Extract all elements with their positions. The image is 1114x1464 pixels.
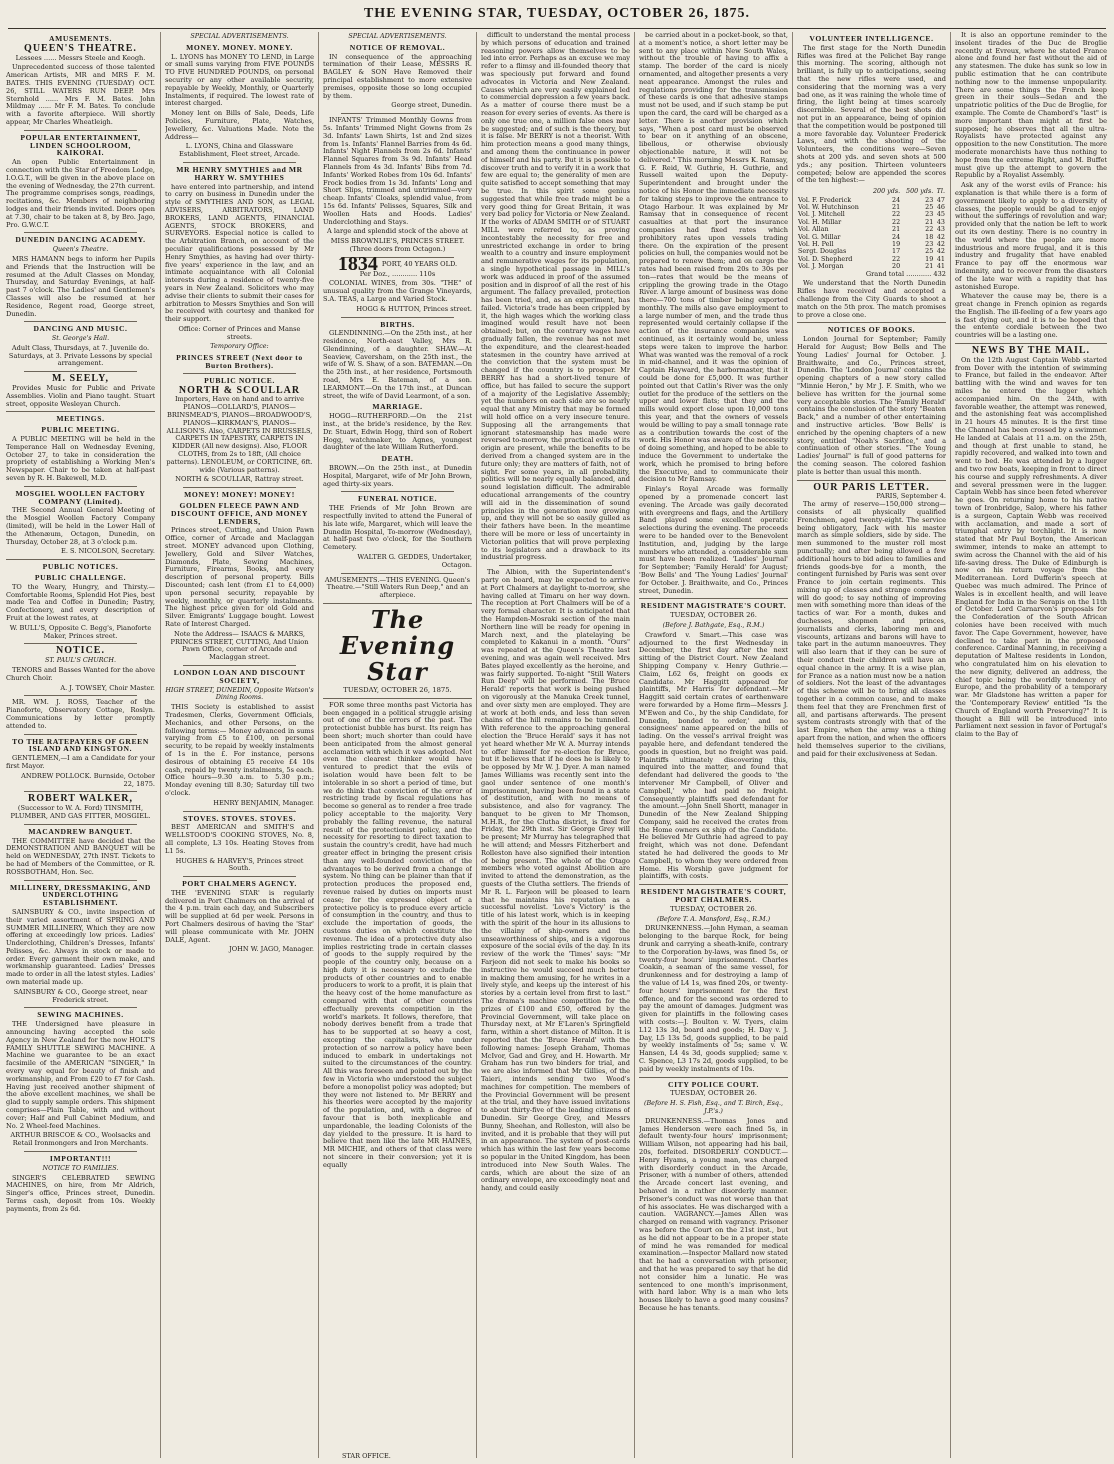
court-report: DRUNKENNESS.—John Hyman, a seaman belonging to the barque Rock, for being drunk and carrying a sheath-knife, contrary to the Corporation by-laws, was fined 5s, or twenty-four hours' imprisonment. Charles Coakin, a seaman of the same vessel, for drunkenness and for destroying a lamp of the value of L4 1s, was fined 20s, or twenty-four hours' imprisonment for the first offence, and for the second was ordered to pay the amount of damages. Judgment was given for plaintiffs in the following cases with costs:—J. Boulton v. W. Tyers, claim L12 13s 3d, board and goods; H. Day v. J. Day, L5 13s 5d, goods supplied, to be paid by weekly instalments of 5s; same v. W. Hansen, L4 4s 3d, goods supplied; same v. C. Spence, L3 17s 2d, goods supplied, to be paid by weekly instalments of 10s.: [639, 924, 788, 1073]
paris-text: Ask any of the worst evils of France: his explanation is that while there is a form of government likely to apply to a diversity of classes, the people would be glad to enjoy without the sufferings of revolution and war; provided only that the nation be left to work out its own destiny. There is no country in the world where the people are more industrious and more frugal, and it is this industry and frugality that have enabled France to pay off the enormous war indemnity, and to recover from the disasters of the late war with a rapidity that has astonished Europe.: [955, 181, 1107, 291]
divider: [183, 811, 296, 812]
court-bench: (Before H. S. Fish, Esq., and T. Birch, Esq., J.P.'s.): [643, 1099, 784, 1115]
score-name: Vol. H. Millar: [798, 217, 842, 226]
ad-text: COLONIAL WINES, from 30s. "THE" of unusual quality from the Grange Vineyards, S.A. TEAS, a Large and Varied Stock.: [323, 279, 472, 303]
ad-heading: STOVES. STOVES. STOVES.: [183, 813, 296, 823]
books-text: London Journal for September; Family Herald for August; Bow Bells and The Young Ladies' Journal for October. J. Braithwaite, and Co., Princes street, Dunedin. The 'London Journal' contains the opening chapters of a new story called "Minnie Heron," by Mr J. F. Smith, who we believe has written for the journal some very acceptable stories. The 'Family Herald' contains the conclusion of the story "Beaten Back," and a number of other entertaining and instructive articles. 'Bow Bells' is enriched by the opening chapters of a new story, entitled "Noah's Sacrifice," and a continuation of other stories. "The Young Ladies' Journal" is full of good patterns for the coming season. The colored fashion plate is better than usual this month.: [797, 335, 946, 476]
column-1: [6, 32, 155, 1458]
notice-text: GLENDINNING.—On the 25th inst., at her residence, North-east Valley, Mrs R. Glendinning, of a daughter. SHAW.—At Seaview, Caversham, on the 25th inst., the wife of W. S. Shaw, of a son. BATEMAN.—On the 25th inst., at her residence, Portsmouth road, Mrs E. Bateman, of a son. LEARMONT.—On the 17th inst., at Duncan street, the wife of David Learmont, of a son.: [323, 329, 472, 400]
court-heading: RESIDENT MAGISTRATE'S COURT, PORT CHALMERS.: [640, 887, 787, 905]
ad-text: Money lent on Bills of Sale, Deeds, Life Policies, Furniture, Plate, Watches, Jewellery, &c. Valuations Made. Note the Address—: [165, 109, 314, 141]
ad-text: Princes street, Cutting, and Union Pawn Office, corner of Arcade and Maclaggan street. MONEY advanced upon Clothing, Jewellery, Gold and Silver Watches, Diamonds, Plate, Sewing Machines, Furniture, Firearms, Books, and every description of personal property. Bills Discounted; cash lent (from £1 to £4,000) upon personal security, repayable by weekly, monthly, or quarterly instalments. The highest price given for old Gold and Silver. Emigrants' Luggage bought. Lowest Rate of Interest Charged.: [165, 526, 314, 628]
leader-dateline: TUESDAY, OCTOBER 26, 1875.: [343, 686, 452, 694]
leader-text: FOR some three months past Victoria has been engaged in a political struggle arising out of one of the errors of the past. The protectionist bubble has burst. Its reign has been short; much shorter than could have been anticipated from the almost general acclamation with which it was adopted. Not even the clearest thinker would have ventured to predict that the evils of isolation would have been felt to be intolerable in so short a period of time, but we do think that conviction of the error of restricting trade by fiscal regulations has become so general as to render a free trade policy acceptable to the majority. Very probably the falling revenue, the natural result of the protectionist policy, and the necessity for resorting to direct taxation to sustain the country's credit, have had much greater effect in bringing the present crisis than any well-founded conviction of the advantages to be derived from a change of system. No thing can be plainer than that if protection produces the proposed end, revenue raised by duties on imports must cease; for the expressed object of a protective policy is to produce every article of consumption in the country, and thus to exclude the importation of goods, the customs duties on which constitute the revenue. The idea of a protective duty also implies restricting trade in certain classes of goods to the supply required by the people of the country only, because on a high duty it is necessary to exclude the products of other countries and to enable producers to work to a profit, it is plain that the heavy cost of the home manufacture as compared with that of other countries effectually prevents competition in the world's markets. It follows, therefore, that nobody derives benefit from a trade that has to be supported at so heavy a cost, excepting the capitalists, who under protection of so narrow a policy have been induced to embark in undertakings not suited to the circumstances of the country. All this was foreseen and pointed out by the few in Victoria who understood the subject before a monopolist policy was adopted; but they were not listened to. Mr BERRY and his theories were accepted by the majority of the population, and, with a degree of favour that is both inexplicable and unpardonable, the leading Colonists of the day yielded to the pressure. It is hard to believe that men like the late MR HAINES, MR MICHIE, and others of that class were not sincere in their conversion; yet it is equally: [323, 700, 472, 1169]
amusements-listing: AMUSEMENTS.—THIS EVENING. Queen's Theatre.—"Still Waters Run Deep," and an afterpiece.: [324, 575, 471, 600]
court-date: TUESDAY, OCTOBER 26.: [670, 611, 757, 620]
ad-heading: IMPORTANT!!!: [49, 1154, 112, 1164]
court-date: TUESDAY, OCTOBER 26.: [670, 1089, 757, 1098]
score-200: 22: [892, 210, 901, 219]
section-head: AMUSEMENTS.: [49, 34, 112, 43]
court-report: Crawford v. Smart.—This case was adjourned to the first Wednesday in December, the first day after the next sitting of the District Court. New Zealand Shipping Company v. Henry Guthrie.—Claim, L62 6s, freight on goods ex Candidate. Mr Haggitt appeared for plaintiffs, Mr Harris for defendant.—Mr Haggitt said certain crates of earthenware were forwarded by a Home firm—Messrs J. M'Ewen and Co., by the ship Candidate, for Dunedin, bonded to order,' and no consignees' name appeared on the bills of lading. On the vessel's arrival freight was payable here, and defendant tendered the goods in question, but no freight was paid. Plaintiffs ultimately discovering this, inquired into the matter, and found that defendant had delivered the goods to 'the intervener Mr Campbell, of Oliver and Campbell,' who had paid no freight. Consequently plaintiffs sued defendant for the amount.—John Snell Shortt, manager in Dunedin of the New Zealand Shipping Company, said he received the crates from the Home owners ex ship of the Candidate. He believed Mr Guthrie had agreed to pay freight, which was not done. Defendant stated he had delivered the goods to Mr Campbell, to whom they were ordered from Home. His Worship gave judgment for plaintiffs, with costs.: [639, 630, 788, 881]
column-rule: [634, 32, 635, 1458]
divider: [24, 130, 137, 131]
score-name: Sergt. Douglas: [798, 247, 847, 256]
score-total: 43: [936, 225, 945, 234]
ad-text: THE COMMITTEE have decided that the DEMONSTRATION AND BANQUET will be held on WEDNESDAY, 27th INST. Tickets to be had of Members of the Committee, or R. ROSSBOTHAM, Hon. Sec.: [6, 836, 155, 876]
ad-text: A PUBLIC MEETING will be held in the Temperance Hall on Wednesday Evening, October 27, to take in consideration the propriety of establishing a Working Men's Newspaper. Chair to be taken at half-past seven by R. H. Bakewell, M.D.: [6, 435, 155, 483]
section-head: DEATH.: [381, 454, 414, 464]
scores-header: Tl.: [936, 187, 945, 196]
ad-text: GENTLEMEN,—I am a Candidate for your first Mayor.: [6, 754, 155, 770]
volunteer-text: The first stage for the North Dunedin Rifles was fired at the Pelichet Bay range this morning. The scoring, although not brilliant, is fully up to anticipations, seeing that the new rifles were used, and considering that the morning was a very bad one, as it was raining the whole time of firing, the light being at times scarcely discernible. Several of the best shots did not put in an appearance, being of opinion that the competition would be postponed till a more favorable day. Volunteer Frederick Laws, and with the shooting of the Volunteers, the conditions were—Seven shots at 200 yds. and seven shots at 500 yds.; any position. Thirteen volunteers competed; below are appended the scores of the ten highest:—: [797, 43, 946, 185]
divider: [183, 665, 296, 666]
divider: [24, 1151, 137, 1152]
ad-signature: ANDREW POLLOCK. Burnside, October 22, 1875.: [21, 771, 155, 788]
score-total: 47: [936, 195, 945, 204]
score-500: 23: [925, 210, 934, 219]
ad-text: MRS HAMANN begs to inform her Pupils and Friends that the Instruction will be resumed at the Adult Classes on Monday, Thursday, and Saturday Evenings, at half-past 7 o'clock. The Ladies' and Gentlemen's Classes will also be resumed at her Residence, Regent road, George street, Dunedin.: [6, 254, 155, 318]
divider: [639, 598, 788, 599]
paris-text: The army of reserve—150,000 strong—consists of all physically qualified Frenchmen, aged twenty-eight. The service being obligatory, Jack with his master march as simple soldiers, side by side. The men summoned to the muster roll most punctually; and after being allowed a few additional hours to bid adieu to families and friends goods-bye for a month, the contingent furnished by Paris was sent over France to join certain regiments. This mixing up of classes and strange comrades will do good; to say nothing of improving men with something more than ideas of the tactics of war. For a month, dukes and duchesses, shopmen and princes, journalists and clerks, laboring men and viscounts, artizans and barons will have to take part in the autumn manoeuvres. They will also learn that if they can be sure of their conduct their children will have an equal chance in the army. It is a wise plan, for France as a nation must now be a nation of soldiers. Not the least of the advantages of this scheme will be to bring all classes together in a common cause, and to make them feel that they are Frenchmen first of all, and partisans afterwards. The present system contrasts strongly with that of the last Empire, when the army was a thing apart from the nation, and when the officers held themselves superior to the civilians, and paid for their exclusiveness at Sedan.: [797, 500, 946, 758]
vintage-year: 1834: [337, 252, 378, 275]
grand-total: Grand total ............ 432: [865, 269, 946, 278]
ad-text: (Successor to W. A. Ford) TINSMITH, PLUMBER, AND GAS FITTER, MOSGIEL.: [10, 804, 151, 820]
notice-text: HOGG—RUTHERFORD.—On the 21st inst., at the bride's residence, by the Rev. Dr. Stuart, Edwin Hogg, third son of Robert Hogg, watchmaker, to Agnes, youngest daughter of the late William Rutherford.: [323, 412, 472, 452]
ad-heading: DUNEDIN DANCING ACADEMY.: [15, 235, 146, 245]
ad-heading: TO THE RATEPAYERS OF GREEN ISLAND AND KINGSTON.: [12, 736, 149, 754]
score-500: 22: [925, 225, 934, 234]
news-paragraphs: be carried about in a pocket-book, so that, at a moment's notice, a short letter may be sent to any place within New South Wales, without the trouble of having to affix a stamp. The border of the card is nicely ornamented, and altogether presents a very neat appearance. Amongst the rules and regulations providing for the transmission of these cards is one that adhesive stamps must not be used, and if such stamp be put upon the card, the card will be charged as a letter. There is another provision which says, "When a post card must be observed to bear on it anything of an obscene, libellous, or otherwise obviously objectionable nature, it will not be delivered." This morning Messrs K. Ramsay, G. F. Reid, W. Guthrie, H. Guthrie, and Russell waited upon the Deputy-Superintendent and brought under the notice of his Honor the immediate necessity for taking steps to improve the entrance to Otago Harbour. It was explained by Mr Ramsay that in consequence of recent casualties at that port the insurance companies had fixed rates which prohibitory rates upon vessels trading there. On the expiration of the present policies on hull, the companies would not be prepared to renew them; and on cargo the rates had been raised from 20s to 30s per ton—rates that would be the means of crippling the growing trade in the Otago River. A large amount of business was done there—700 tons of timber being exported monthly. The mills also gave employment to a large number of men, and the trade thus represented would certainly collapse if the action of the insurance companies was continued, as it certainly would be, unless steps were taken to improve the harbor. What was wanted was the removal of a rock in mid-channel, and it was the opinion of Captain Hayward, the harbormaster, that it could be done for £5,000. It was further pointed out that Catlin's River was the only outlet for the produce of the settlers on the upper and lower flats; that they and the mills would export close upon 10,000 tons this year, and that the owners of vessels would be willing to pay a small tonnage rate as a contribution towards the cost of the work. His Honor was aware of the necessity of doing something, and hoped to be able to induce the Government to undertake the work, which he promised to bring before the Executive, and to communicate their decision to Mr Ramsay.: [639, 32, 788, 484]
news-paragraphs: Finlay's Royal Arcade was formally opened by a promenade concert last evening. The Arcade was gaily decorated with evergreens and flags, and the Artillery Band played some excellent operatic selections during the evening. The proceeds were to be handed over to the Benevolent Institution, and, judging by the large numbers who attended, a considerable sum must have been realized. 'Ladies' Journal' for September; 'Family Herald' for August; 'Bow Bells' and 'The Young Ladies' Journal' for October. J. Braithwaite, and Co., Princes street, Dunedin.: [639, 485, 788, 595]
divider: [24, 486, 137, 487]
divider: [183, 487, 296, 488]
section-banner: SPECIAL ADVERTISEMENTS.: [190, 32, 289, 40]
court-bench: (Before T. A. Mansford, Esq., R.M.): [656, 914, 771, 923]
score-200: 21: [892, 225, 901, 234]
divider: [24, 232, 137, 233]
ad-subheading: St. George's Hall.: [51, 334, 110, 343]
section-head: NEWS BY THE MAIL.: [971, 345, 1091, 357]
divider: [797, 322, 946, 323]
ad-text: Adult Class, Thursdays, at 7. Juvenile do. Saturdays, at 3. Private Lessons by special arrangement.: [8, 343, 153, 368]
column-7: [955, 32, 1107, 1458]
paris-text: Whatever the cause may be, there is a great change in French opinion as regards the English. The ill-feeling of a few years ago is fast dying out, and it is to be hoped that the entente cordiale between the two countries will be a lasting one.: [955, 292, 1107, 340]
divider: [24, 371, 137, 372]
divider: [341, 573, 454, 574]
scores-header: 200 yds.: [872, 187, 901, 196]
divider: [24, 1007, 137, 1008]
score-500: 19: [925, 254, 934, 263]
ad-text: THE 'EVENING STAR' is regularly delivered in Port Chalmers on the arrival of the 4 p.m. train each day, and Subscribers will be supplied at 6d per week. Persons in Port Chalmers desirous of having the 'Star' will please communicate with Mr. JOHN DALE, Agent.: [165, 888, 314, 944]
ad-signature: Note the Address— ISAACS & MARKS, PRINCES STREET, CUTTING, And Union Pawn Office, corner of Arcade and Maclaggan street.: [170, 629, 309, 662]
score-200: 22: [892, 254, 901, 263]
score-name: Vol. J. Mitchell: [798, 210, 845, 219]
score-500: 23: [925, 239, 934, 248]
ad-heading: LONDON LOAN AND DISCOUNT SOCIETY,: [173, 667, 306, 685]
ad-text: Importers, Have on hand and to arrive PIANOS—COLLARD'S, PIANOS—BRINSMEAD'S, PIANOS—BROADWOOD'S, PIANOS—KIRKMAN'S, PIANOS—ALLISON'S. Also, CARPETS IN BRUSSELS, CARPETS IN TAPESTRY, CARPETS IN KIDDER (All new designs). Also, FLOOR CLOTHS, from 2s to 18ft, (All choice patterns). LENOLEUM, or CORTICINE, 6ft. wide (Various patterns).: [166, 395, 313, 474]
court-heading: RESIDENT MAGISTRATE'S COURT.: [640, 601, 787, 611]
court-date: TUESDAY, OCTOBER 26.: [670, 904, 757, 913]
ad-text: TENORS and Basses Wanted for the above Church Choir.: [6, 665, 155, 682]
ad-text: Lessees ...... Messrs Steele and Keogh.: [15, 53, 146, 62]
ad-heading: NOTICE OF REMOVAL.: [349, 42, 446, 52]
column-4: [481, 32, 630, 1458]
ad-heading: PUBLIC MEETING.: [41, 425, 120, 435]
ad-signature: E. S. NICOLSON, Secretary.: [61, 547, 155, 556]
ad-signature: ARTHUR BRISCOE & CO., Woolsacks and Retail Ironmongers and Iron Merchants.: [10, 1131, 151, 1148]
score-total: 43: [936, 217, 945, 226]
ad-signature: HENRY BENJAMIN, Manager.: [213, 798, 314, 807]
score-name: Vol. G. Millar: [798, 232, 841, 241]
scores-header: 500 yds.: [906, 187, 934, 196]
court-report: DRUNKENNESS.—Thomas Jones and James Henderson were each fined 5s, in default twenty-four hours' imprisonment; William Wilson, not appearing had his bail, 20s, forfeited. DISORDERLY CONDUCT.—Henry Hyams, a young man, was charged with disorderly conduct in the Arcade, Prisoner, with a number of others, attended the Arcade concert last evening, and behaved in a rather disorderly manner. Prisoner's conduct was not worse than that of his associates. He was discharged with a caution. VAGRANCY.—James Allen was charged on remand with vagrancy. Prisoner was before the Court on the 21st inst., but as he did not appear to be in a proper state of mind he was remanded for medical examination.—Inspector Mallard now stated that he had a conversation with prisoner, and that he was prepared to say that he did not consider him a lunatic. He was sentenced to one month's imprisonment, with hard labor. Why is a man who lets houses likely to have a good many cousins? Because he has tenants.: [639, 1116, 788, 1312]
news-text: On the 12th August Captain Webb started from Dover with the intention of swimming to France, but failed in the endeavor. After battling with the wind and waves for ten miles he entered the lugger which accompanied him. On the 24th, with favorable weather, the attempt was renewed, and the astonishing feat was accomplished in 21 hours 45 minutes. It is the first time the Channel has been crossed by a swimmer. He landed at Calais at 11 a.m. on the 25th, and though at first unable to stand, he rapidly recovered, and walked into town and went to bed. He was attended by a lugger and two row boats, keeping in front to direct his course and supply refreshments. A diver and several pressmen were in the lugger. Captain Webb has since been feted wherever he goes. On returning home to his native town of Ironbridge, Salop, where his father is a surgeon, Captain Webb was received with acclamation, and made a sort of triumphal entry by torchlight. It is now stated that Mr Paul Boyton, the American swimmer, intends to make an attempt to swim across the Channel with the aid of his life-saving dress. The Duke of Edinburgh is now on his return voyage from the Mediterranean. Lord Dufferin's speech at Quebec was much admired. The Prince of Wales is in excellent health, and will leave England for India in the Serapis on the 11th of October. Lord Carnarvon's proposals for the Confederation of the South African colonies have been received with much favor. The Cape Government, however, have declined to take part in the proposed conference. Cardinal Manning, in receiving a deputation of Maltese residents in London, who congratulated him on his elevation to the new dignity, delivered an address, the chief topic being the worldly tendency of Europe, and the probability of a temporary war. Mr Gladstone has written a paper for the 'Contemporary Review' entitled "Is the Church of England worth Preserving?" It is thought a Bill will be introduced into Parliament next session in favor of Portugal's claim to the Bay of: [955, 355, 1107, 739]
score-name: Vol. W. Hutchinson: [798, 202, 859, 211]
ad-text: Per Doz., ............ 110s: [359, 269, 436, 278]
score-name: Vol. Allan: [798, 225, 829, 234]
ad-text: SAINSBURY & CO., invite inspection of their varied assortment of SPRING AND SUMMER MILLINERY, Which they are now offering at exceedingly low prices. Ladies' Underclothing, Children's Dresses, Infants' Pelisses, &c. Always in stock or made to order. Every garment their own make, and workmanship guaranteed. Ladies' Dresses made to order in all the latest styles. Ladies' own material made up.: [6, 907, 155, 987]
divider: [183, 373, 296, 374]
ad-heading: MONEY. MONEY. MONEY.: [186, 42, 293, 52]
ad-heading: ROBERT WALKER,: [28, 793, 133, 805]
section-banner: SPECIAL ADVERTISEMENTS.: [348, 32, 447, 40]
masthead-title: THE EVENING STAR, TUESDAY, OCTOBER 26, 1875.: [363, 6, 751, 21]
divider: [24, 880, 137, 881]
notice-text: BROWN.—On the 25th inst., at Dunedin Hospital, Margaret, wife of Mr John Brown, aged thirty-six years.: [323, 464, 472, 488]
divider: [24, 824, 137, 825]
divider: [499, 565, 612, 566]
ad-heading: SEWING MACHINES.: [37, 1010, 124, 1020]
ad-heading: MACANDREW BANQUET.: [28, 826, 133, 836]
divider: [24, 643, 137, 644]
ad-heading: MILLINERY, DRESSMAKING, AND UNDERCLOTHING ESTABLISHMENT.: [10, 882, 151, 908]
ad-text: INFANTS' Trimmed Monthly Gowns from 5s. Infants' Trimmed Night Gowns from 2s 3d. Infants' Lawn Shirts, 1st and 2nd sizes from 1s. Infants' Flannel Barries from 4s 6d. Infants' Night Flannels from 2s 6d. Infants' Flannel Squares from 3s 9d. Infants' Head Flannels from 4s 3d. Infants' Bibs from 7d. Infants' Worked Robes from 10s 6d. Infants' Frock bodies from 1s 3d. Infants' Long and Short Slips, trimmed and untrimmed—very cheap. Infants' Cloaks, splendid value, from 15s 6d. Infants' Pelisses, Squares, Silk and Woollen Hats and Hoods. Ladies' Underclothing and Stays.: [323, 116, 472, 226]
ad-text: An open Public Entertainment in connection with the Star of Freedom Lodge, I.O.G.T., will be given in the above place on the evening of Wednesday, the 27th current. The programme comprises songs, readings, recitations, &c. Members of neighboring lodges and their friends invited. Doors open at 7.30, chair to be taken at 8, by Bro. Jago, Pro. G.W.C.T.: [6, 158, 155, 229]
notice-text: THE Friends of Mr John Brown are respectfully invited to attend the Funeral of his late wife, Margaret, which will leave the Dunedin Hospital, To-morrow (Wednesday), at half-past two o'clock, for the Southern Cemetery.: [323, 504, 472, 552]
ad-text: TO the Weary, Hungry, and Thirsty.— Comfortable Rooms, Splendid Hot Pies, best made Tea and Coffee in Dunedin; Pastry, Confectionery, and every description of Fruit at the lowest rates, at: [6, 582, 155, 622]
ad-text: IN consequence of the approaching termination of their Lease, MESSRS R. BAGLEY & SON Have Removed their principal establishment to more extensive premises, opposite those so long occupied by them.: [323, 52, 472, 100]
score-total: 42: [936, 232, 945, 241]
divider: [323, 698, 472, 699]
ad-signature: A. J. TOWSEY, Choir Master.: [60, 683, 155, 692]
volunteer-text: We understand that the North Dunedin Rifles have received and accepted a challenge from the City Guards to shoot a match on the 5th prox. The match promises to prove a close one.: [797, 279, 946, 319]
paris-date: PARIS, September 4.: [876, 492, 946, 501]
notice-signature: WALTER G. GEDDES, Undertaker, Octagon.: [357, 553, 472, 569]
ad-text: Provides Music for Public and Private Assemblies. Violin and Piano taught. Stuart street, opposite Wesleyan Church.: [6, 384, 155, 408]
ad-heading: PORT CHALMERS AGENCY.: [182, 879, 297, 889]
column-6: [797, 32, 946, 1458]
divider: [24, 695, 137, 696]
score-total: 46: [936, 202, 945, 211]
column-5: [639, 32, 788, 1458]
column-rule: [318, 32, 319, 1458]
score-500: 23: [925, 195, 934, 204]
divider: [183, 876, 296, 877]
score-200: 24: [892, 195, 901, 204]
court-heading: CITY POLICE COURT.: [668, 1079, 759, 1089]
divider: [323, 603, 472, 604]
ad-signature: L. LYONS, China and Glassware Establishment, Fleet street, Arcade.: [179, 142, 300, 159]
section-head: MEETINGS.: [56, 414, 105, 424]
footer-imprint: STAR OFFICE.: [342, 1452, 391, 1460]
column-rule: [950, 32, 951, 1458]
ad-heading: PRINCES STREET (Next door to Burton Brothers).: [176, 353, 303, 371]
score-500: 25: [925, 247, 934, 256]
divider: [6, 559, 155, 560]
divider: [797, 480, 946, 481]
divider: [955, 343, 1107, 344]
masthead-rule: [8, 28, 1106, 29]
score-total: 45: [936, 210, 945, 219]
newspaper-title: The Evening Star: [339, 605, 456, 686]
vintage-desc: PORT, 40 YEARS OLD.: [381, 259, 458, 268]
section-head: VOLUNTEER INTELLIGENCE.: [809, 34, 934, 43]
divider: [639, 1077, 788, 1078]
ad-heading: MOSGIEL WOOLLEN FACTORY COMPANY (Limited).: [15, 488, 146, 506]
ad-heading: QUEEN'S THEATRE.: [24, 42, 137, 54]
ad-text: A large and splendid stock of the above at: [327, 227, 468, 236]
score-200: 19: [892, 239, 901, 248]
score-500: 21: [925, 262, 934, 271]
section-head: BIRTHS.: [380, 319, 415, 329]
ad-subheading: NOTICE TO FAMILIES.: [42, 1163, 119, 1172]
ad-text: THE Second Annual General Meeting of the Mosgiel Woollen Factory Company (limited), will be held in the Lower Hall of the Athenæum, Octagon, Dunedin, on Thursday, October 28, at 3 o'clock p.m.: [6, 506, 155, 546]
paris-text: It is also an opportune reminder to the insolent tirades of the Duc de Broglie recently at Evreux, where he stated France alone and found her fast without the aid of any statesmen. The duke has sunk so low in public estimation that he can contribute nothing now to the immense unpopularity. There are some things the French keep green in their souls—Sedan and the unpatriotic politics of the Duc de Broglie, for example. The Comte de Chambord's "last" is more important than might at first be supposed; he observes that all the ultra-Royalists have protected against any opposition to the new Constitution. The more moderate monarchists have thus nothing to hope from the extreme Right, and M. Buffet must give up the attempt to govern the Republic by a Royalist Assembly.: [955, 32, 1107, 180]
divider: [24, 734, 137, 735]
ad-text: SINGER'S CELEBRATED SEWING MACHINES, on hire, from Mr Aldrich, Singer's office, Princes street, Dunedin. Terms cash, deposit from 10s. Weekly payments, from 2s 6d.: [6, 1173, 155, 1213]
divider: [341, 491, 454, 492]
column-2: [165, 32, 314, 1458]
divider: [24, 321, 137, 322]
divider: [24, 791, 137, 792]
ad-heading: MONEY! MONEY! MONEY!: [184, 490, 295, 500]
section-head: OUR PARIS LETTER.: [813, 481, 930, 493]
ad-text: BEST AMERICAN and SMITH'S and WELLSTOOD'S COOKING STOVES, No. 8, all complete, L3 10s. Heating Stoves from L1 5s.: [165, 823, 314, 855]
column-rule: [160, 32, 161, 1458]
score-200: 24: [892, 232, 901, 241]
ad-heading: MR HENRY SMYTHIES and MR HARRY W. SMYTHIES: [176, 164, 303, 182]
ad-subheading: Queen's Theatre.: [52, 245, 109, 254]
ad-signature: George street, Dunedin.: [391, 101, 472, 110]
section-head: NOTICES OF BOOKS.: [827, 325, 916, 335]
ad-heading: PUBLIC CHALLENGE.: [34, 573, 127, 583]
score-200: 20: [892, 262, 901, 271]
score-total: 41: [936, 262, 945, 271]
ad-heading: NORTH & SCOULLAR: [178, 384, 301, 396]
score-200: 22: [892, 217, 901, 226]
score-name: Vol. D. Shepherd: [798, 254, 853, 263]
score-name: Vol. J. Morgan: [798, 262, 844, 271]
score-total: 42: [936, 247, 945, 256]
column-rule: [476, 32, 477, 1458]
ad-subheading: ST. PAUL'S CHURCH.: [44, 656, 117, 665]
score-total: 41: [936, 254, 945, 263]
score-500: 25: [925, 202, 934, 211]
score-200: 21: [892, 202, 901, 211]
ad-text: THIS Society is established to assist Tradesmen, Clerks, Government Officials, Mechanics, and other Persons, on the following terms:— Money advanced in sums varying from £5 to £100, on personal security, to be repaid by weekly instalments of 1s in the £. For instance, persons desirous of obtaining £5 receive £4 10s cash, repaid by twenty instalments, 5s each. Office hours—9.30 a.m. to 5.30 p.m.; Monday evening till 8.30; Saturday till two o'clock.: [165, 703, 314, 797]
ad-signature: W. BULL'S, Opposite C. Begg's, Pianoforte Maker, Princes street.: [9, 623, 152, 640]
column-rule: [792, 32, 793, 1458]
ad-subheading: Temporary Office:: [210, 342, 269, 351]
ad-signature: Office: Corner of Princes and Manse streets.: [178, 324, 301, 341]
score-total: 42: [936, 239, 945, 248]
ad-subheading: GOLDEN FLEECE PAWN AND DISCOUNT OFFICE, AND MONEY LENDERS,: [171, 501, 308, 526]
score-500: 18: [925, 232, 934, 241]
news-paragraphs: The Albion, with the Superintendent's party on board, may be expected to arrive at Port Chalmers at daylight to-morrow, she having called at Timaru on her way down. The reception at Port Chalmers will be of a very formal character. It is anticipated that the Hampden-Mosraki section of the main Northern line will be ready for opening in March next, and the platelaying be completed to Kakanui in a month. "Ours" was repeated at the Queen's Theatre last evening, and was again well received. Mrs Bates played excellently as the heroine, and was fairly supported. To-night "Still Waters Run Deep" will be performed. The 'Bruce Herald' reports that work is being pushed on vigorously at the Manuka Creek tunnel, and over sixty men are employed. They are at work at both ends, and less than seven chains of the hill remains to be tunnelled. With reference to the approaching general election the 'Bruce Herald' says it has not yet heard whether Mr W. A. Murray intends to offer himself for re-election for Bruce, but it believes that if he does he is likely to be opposed by Mr W. J. Dyer. A man named James Williams was recently sent into the gaol under sentence of one month's imprisonment, having been found in a state of destitution, and with no means of subsistence, and also for vagrancy. The banquet to be given to Mr Thomson, M.H.R., for the Clutha district, is fixed for Friday, the 29th inst. Sir George Grey will be present; Mr Murray has telegraphed that he will attend; and Messrs Fitzherbert and Rolleston have also signified their intention of being present. The whole of the Otago members who voted against Abolition are invited to attend the demonstration, as the guests of the Clutha settlers. The friends of Mr R. L. Farjeon will be pleased to learn that he maintains his reputation as a successful novelist. 'Love's Victory' is the title of his latest work, which is in keeping with the spirit of the hour in its allusions to the villainy of ship-owners and the unseaworthiness of ships, and is a vigorous exposure of the social evils of the day. In its review of the work the 'Times' says: "Mr Farjeon did not seek to make his books so instructive he would succeed much better in making them amusing, for he writes in a lively style, and keeps up the interest of his stories by a certain level from first to last." The drama's machine competition for the prizes of £100 and £50, offered by the Provincial Government, will take place on Thursday next, at Mr E'Laren's Springfield farm, within a short distance of Milton. It is reported that the 'Bruce Herald' with the following names: Joseph Graham, Thomas McIvor, Gad and Grey, and H. Howarth. Mr Graham has run two binders for trial, and we are also informed that Mr Gillies, of the Taieri, intends sending two Wood's machines for competition. The members of the Provincial Government will be present at the trial, and they have issued invitations to about thirty-five of the leading citizens of Dunedin. Sir George Grey, and Messrs Bunny, Sheehan, and Rolleston, will also be invited, and it is probable that they will put in an appearance. The system of post-cards which has within the last few years become so popular in the United Kingdom, has been introduced into New South Wales. The cards, which are about the size of an ordinary envelope, are exceedingly neat and handy, and could easily: [481, 568, 630, 1193]
section-head: FUNERAL NOTICE.: [357, 494, 438, 504]
score-name: Vol. H. Pell: [798, 239, 834, 248]
divider: [6, 411, 155, 412]
ad-signature: JOHN W. JAGO, Manager.: [229, 945, 314, 954]
ad-signature: NORTH & SCOULLAR, Rattray street.: [175, 475, 304, 484]
divider: [639, 884, 788, 885]
section-head: MARRIAGE.: [372, 402, 423, 412]
ad-signature: HOGG & HUTTON, Princes street.: [356, 304, 472, 313]
ad-text: MR. WM. J. ROSS, Teacher of the Pianoforte, Observatory Cottage, Roslyn. Communications by letter promptly attended to.: [6, 698, 155, 730]
column-3: [323, 32, 472, 1458]
divider: [341, 317, 454, 318]
scores-table: [797, 187, 946, 270]
section-head: PUBLIC NOTICES.: [42, 562, 119, 572]
score-200: 17: [892, 247, 901, 256]
score-500: 21: [925, 217, 934, 226]
ad-subheading: HIGH STREET, DUNEDIN, Opposite Watson's Dining Rooms.: [165, 685, 314, 702]
ad-text: L. LYONS has MONEY TO LEND, in Large or small sums varying from FIVE POUNDS TO FIVE HUNDRED POUNDS, on personal security or any other available security, repayable by Weekly, Monthly, or Quarterly Instalments, if required. The lowest rate of interest charged.: [165, 52, 314, 108]
ad-signature: SAINSBURY & CO., George street, near Frederick street.: [13, 987, 148, 1004]
ad-text: THE Undersigned have pleasure in announcing having accepted the sole Agency in New Zealand for the now HOLT'S FAMILY SHUTTLE SEWING MACHINE. A Machine we guarantee to be an exact facsimile of the AMERICAN "SINGER," In every way equal for beauty of finish and workmanship, and From £20 to £7 for Cash. Having just received another shipment of the above excellent machines, we shall be glad to supply sample orders. This shipment comprises—Plain Table, with and without cover; Half and Full Cabinet Medium, and No. 2 Wheel-feed Machines.: [6, 1020, 155, 1130]
ad-text: have entered into partnership, and intend to carry on business in Dunedin under the style of SMYTHIES AND SON, as LEGAL ADVISERS, ARBITRATORS, LAND BROKERS, LAND AGENTS, FINANCIAL AGENTS, STOCK BROKERS, and SURVEYORS. Especial notice is called to the Arbitration Branch, on account of the peculiar qualifications possessed by Mr Henry Smythies, as having had over thirty-five years' experience in the law, and an intimate acquaintance with all Colonial interests during a residence of twenty-five years in New Zealand. Solicitors who may advise their clients to submit their cases for arbitration to Messrs Smythies and Son will be received with courtesy and thanked for their support.: [165, 182, 314, 324]
ad-heading: DANCING AND MUSIC.: [33, 324, 128, 334]
ad-signature: HUGHES & HARVEY'S, Princes street South.: [175, 856, 304, 873]
leader-continuation: difficult to understand the mental process by which persons of education and trained reasoning powers allow themselves to be led into error. Perhaps as an excuse we may refer to a flimsy and ill-founded theory that was speciously put forward and found advocates in Victoria and New Zealand. Causes which are very easily explained led to commercial depression a few years back. As a matter of course there must be a reason for every series of events. As there is only one true one, a million false ones may be suggested; and of such is the theory, but it is false. Mr BERRY is not a theorist. With him protection means a good many things, and among them the continuance in power of himself and his party. But it is possible to discover truth and to verify it in a work that few are equal to; the generality of men are quite satisfied to accept something that may be true. In this spirit some genius suggested that while free trade might be a very good thing for Great Britain, it was very bad policy for Victoria or New Zealand. If the works of ADAM SMITH or of STUART MILL were referred to, as proving incontestably the necessity for free and unrestricted exchange in order to bring wealth to a country and insure employment and remunerative wages for its population, a single hypothetical passage in MILL's work was adduced in proof of the assumed position and in disproof of all the rest of his argument. The fallacy prevailed, protection has been tried, and, as an experiment, has failed. Victoria's trade has been crippled by it, the high wages which the working class imagined would result have not been obtained; but, on the contrary wages have gradually fallen, the revenue has not met the expenditure, and the clearest-headed statesmen in the country have arrived at the conviction that the system must be changed if the country is to prosper. Mr BERRY has had a short-lived tenure of office, but has failed to secure the support of a majority of the Legislative Assembly; yet the numbers on each side are so nearly equal that any Ministry that may be formed will hold office on a very insecure tenure. Supposing all the arrangements that ignorant statesmanship has made were reversed to-morrow, the practical evils of its origin are present, while the benefits to be derived from a changed system are in the future only; they are matters of faith, not of sight. For some years, in all probability, politics will be nearly equally balanced, and sound legislation difficult. The admirable educational arrangements of the country will aid in the dissemination of sound principles in the generation now growing up, and they will not be so easily gulled as their fathers have been. In the meantime there will be more or less of uncertainty in Victorian politics that will prove perplexing to its legislators and a drawback to its industrial progress.: [481, 32, 630, 562]
divider: [183, 162, 296, 163]
ad-heading: NOTICE.: [56, 645, 105, 657]
ad-heading: M. SEELY,: [52, 373, 109, 385]
section-head: PUBLIC NOTICE.: [204, 375, 275, 385]
score-name: Vol. F. Frederick: [798, 195, 852, 204]
ad-text: Unprecedented success of those talented American Artists, MR and MRS F. M. BATES. THIS EVENING (TUESDAY) OCT. 26, STILL WATERS RUN DEEP. Mrs Sternhold ...... Mrs F. M. Bates. John Mildmay ...... Mr F. M. Bates. To conclude with a favorite afterpiece. Will shortly appear, Mr Charles Wheatleigh.: [6, 63, 155, 126]
ad-heading: POPULAR ENTERTAINMENT, LINDEN SCHOOLROOM, KAIKORAI.: [20, 132, 141, 158]
divider: [341, 113, 454, 114]
court-bench: (Before J. Bathgate, Esq., R.M.): [662, 620, 765, 629]
ad-signature: MISS BROWNLIE'S, PRINCES STREET. (Three doors from Octagon.): [330, 237, 465, 253]
